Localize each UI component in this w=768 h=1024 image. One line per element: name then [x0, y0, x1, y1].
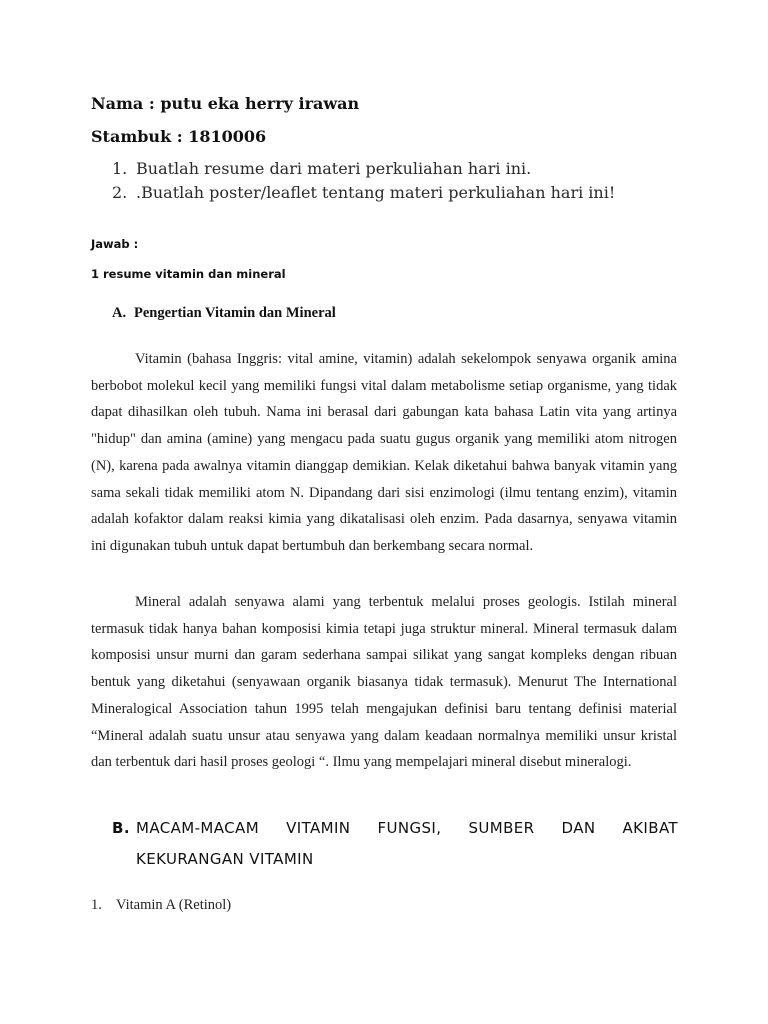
task-text: .Buatlah poster/leaflet tentang materi perkuliahan hari ini! [136, 183, 616, 202]
section-a-heading [112, 305, 336, 322]
task-text: Buatlah resume dari materi perkuliahan hari ini. [136, 159, 532, 178]
task-number: 2. [112, 183, 128, 202]
list-item [91, 897, 231, 914]
student-name: Nama : putu eka herry irawan [91, 94, 360, 113]
answer-label: Jawab : [91, 237, 139, 251]
list-number: 1. [91, 897, 102, 913]
resume-title: 1 resume vitamin dan mineral [91, 267, 286, 281]
vitamin-paragraph: Vitamin (bahasa Inggris: vital amine, vitamin) adalah sekelompok senyawa organik amina berbobot molekul kecil yang memiliki fungsi vital dalam metabolisme setiap organisme, yang tidak dapat dihasilkan oleh tubuh. Nama ini berasal dari gabungan kata bahasa Latin vita yang artinya "hidup" dan amina (amine) yang mengacu pada suatu gugus organik yang memiliki atom nitrogen (N), karena pada awalnya vitamin dianggap demikian. Kelak diketahui bahwa banyak vitamin yang sama sekali tidak memiliki atom N. Dipandang dari sisi enzimologi (ilmu tentang enzim), vitamin adalah kofaktor dalam reaksi kimia yang dikatalisasi oleh enzim. Pada dasarnya, senyawa vitamin ini digunakan tubuh untuk dapat bertumbuh dan berkembang secara normal. [91, 351, 677, 554]
student-id: Stambuk : 1810006 [91, 127, 267, 146]
section-letter: A. [112, 305, 127, 321]
task-number: 1. [112, 159, 128, 178]
section-title [136, 813, 678, 875]
mineral-paragraph: Mineral adalah senyawa alami yang terbentuk melalui proses geologis. Istilah mineral termasuk tidak hanya bahan komposisi kimia tetapi juga struktur mineral. Mineral termasuk dalam komposisi unsur murni dan garam sederhana sampai silikat yang sangat kompleks dengan ribuan bentuk yang diketahui (senyawaan organik biasanya tidak termasuk). Menurut The International Mineralogical Association tahun 1995 telah mengajukan definisi baru tentang definisi material “Mineral adalah suatu unsur atau senyawa yang dalam keadaan normalnya memiliki unsur kristal dan terbentuk dari hasil proses geologi “. Ilmu yang mempelajari mineral disebut mineralogi. [91, 594, 677, 771]
section-title: Pengertian Vitamin dan Mineral [134, 305, 336, 321]
section-letter: B. [112, 819, 130, 837]
list-text: Vitamin A (Retinol) [116, 897, 232, 913]
task-item [112, 183, 615, 202]
section-b-heading [112, 813, 678, 875]
task-item [112, 159, 531, 178]
section-title-line: MACAM-MACAM VITAMIN FUNGSI, SUMBER DAN AKIBAT [136, 819, 678, 837]
section-title-line: KEKURANGAN VITAMIN [136, 850, 314, 868]
